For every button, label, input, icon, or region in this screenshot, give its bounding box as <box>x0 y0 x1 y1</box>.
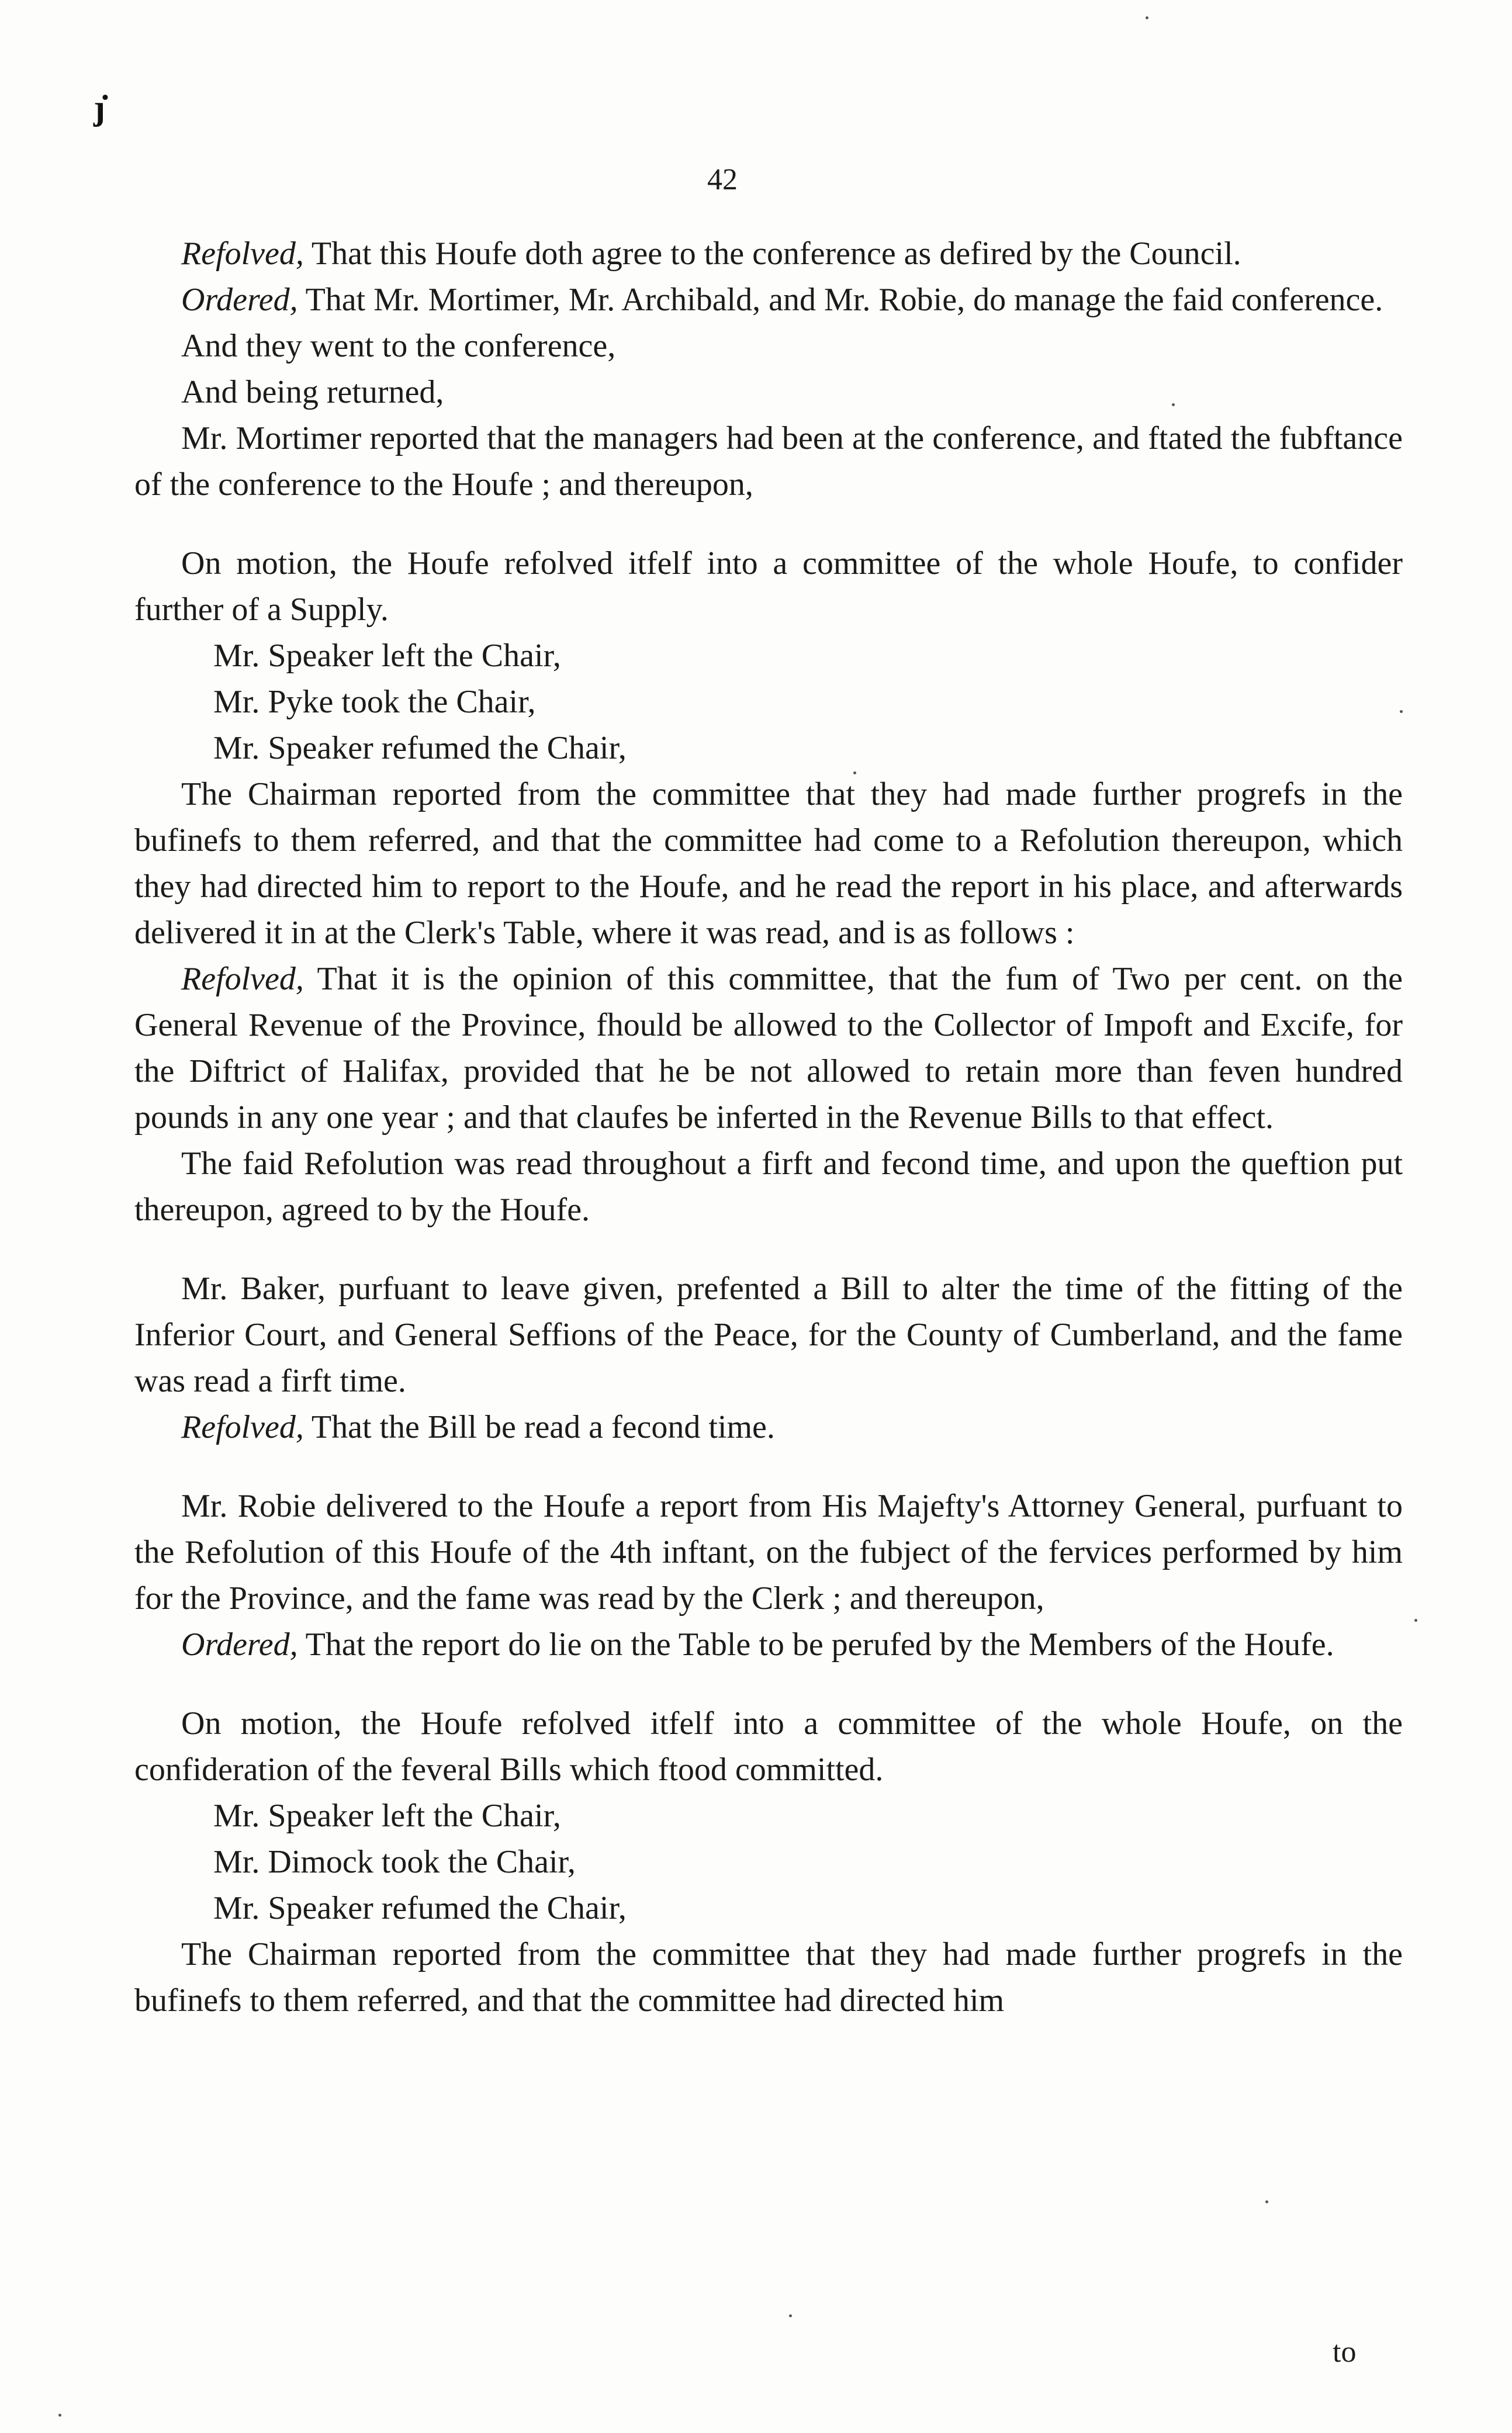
paragraph <box>134 1483 1403 1622</box>
paragraph <box>134 956 1403 1141</box>
paragraph-text: That it is the opinion of this committee, that the fum of Two per cent. on the General Revenue of the Province, fhould be allowed to the Collector of Impoft and Excife, for the Diftrict of Halifax, provided that he be not allowed to retain more than feven hundred pounds in any one year ; and that claufes be inferted in the Revenue Bills to that effect. <box>134 961 1403 1136</box>
paper-speck <box>1172 403 1175 406</box>
paragraph-text: And they went to the conference, <box>181 328 616 364</box>
paragraph <box>134 1404 1403 1451</box>
paragraph-text: On motion, the Houfe refolved itfelf into a committee of the whole Houfe, on the confideration of the feveral Bills which ftood committed. <box>134 1705 1403 1788</box>
lead-word: Ordered, <box>181 1626 298 1663</box>
paragraph <box>134 1266 1403 1404</box>
paragraph-text: That the report do lie on the Table to be perufed by the Members of the Houfe. <box>297 1626 1334 1663</box>
paragraph-text: And being returned, <box>181 374 444 410</box>
paragraph <box>134 231 1403 277</box>
lead-word: Refolved, <box>181 1409 304 1445</box>
body-text <box>134 231 1403 2024</box>
paragraph-text: The faid Refolution was read throughout a firft and fecond time, and upon the queftion put thereupon, agreed to by the Houfe. <box>134 1145 1403 1228</box>
paragraph <box>134 1885 1403 1932</box>
paragraph-text: Mr. Speaker refumed the Chair, <box>213 1890 627 1926</box>
paragraph-text: That this Houfe doth agree to the conference as defired by the Council. <box>303 236 1241 272</box>
paragraph <box>134 1701 1403 1793</box>
paragraph-text: Mr. Speaker left the Chair, <box>213 638 561 674</box>
paragraph-text: That the Bill be read a fecond time. <box>303 1409 775 1445</box>
paragraph <box>134 679 1403 725</box>
paragraph-text: That Mr. Mortimer, Mr. Archibald, and Mr. Robie, do manage the faid conference. <box>297 282 1383 318</box>
paragraph <box>134 1793 1403 1839</box>
paragraph <box>134 633 1403 679</box>
paragraph-text: The Chairman reported from the committee that they had made further progrefs in the bufinefs to them referred, and that the committee had directed him <box>134 1936 1403 2019</box>
paragraph <box>134 771 1403 956</box>
paragraph-text: Mr. Baker, purfuant to leave given, prefented a Bill to alter the time of the fitting of the Inferior Court, and General Seffions of the Peace, for the County of Cumberland, and the fame was read a firft time. <box>134 1271 1403 1399</box>
paragraph-text: The Chairman reported from the committee that they had made further progrefs in the bufinefs to them referred, and that the committee had come to a Refolution thereupon, which they had directed him to report to the Houfe, and he read the report in his place, and afterwards delivered it in at the Clerk's Table, where it was read, and is as follows : <box>134 776 1403 951</box>
paragraph-text: On motion, the Houfe refolved itfelf into a committee of the whole Houfe, to confider further of a Supply. <box>134 545 1403 628</box>
paragraph <box>134 369 1403 416</box>
page-number: 42 <box>707 163 738 196</box>
lead-word: Ordered, <box>181 282 298 318</box>
paper-speck <box>58 2414 61 2417</box>
paper-speck <box>789 2314 792 2317</box>
paragraph-text: Mr. Robie delivered to the Houfe a report from His Majefty's Attorney General, purfuant to the Refolution of this Houfe of the 4th inftant, on the fubject of the fervices performed by him for the Province, and the fame was read by the Clerk ; and thereupon, <box>134 1488 1403 1617</box>
paragraph-text: Mr. Speaker refumed the Chair, <box>213 730 627 766</box>
paragraph <box>134 277 1403 323</box>
paragraph <box>134 725 1403 771</box>
paper-speck <box>1414 1619 1417 1622</box>
paper-speck <box>1146 16 1148 19</box>
catchword: to <box>1333 2335 1357 2369</box>
paragraph <box>134 1839 1403 1885</box>
lead-word: Refolved, <box>181 961 304 997</box>
paper-speck <box>1265 2200 1268 2203</box>
paragraph-text: Mr. Speaker left the Chair, <box>213 1798 561 1834</box>
paper-speck <box>853 771 856 774</box>
paragraph <box>134 1932 1403 2024</box>
paragraph <box>134 416 1403 508</box>
paragraph <box>134 1141 1403 1233</box>
paragraph <box>134 541 1403 633</box>
paragraph-text: Mr. Dimock took the Chair, <box>213 1844 576 1880</box>
ink-mark: ȷ̇ <box>94 88 105 127</box>
paragraph <box>134 1622 1403 1668</box>
paragraph <box>134 323 1403 369</box>
lead-word: Refolved, <box>181 236 304 272</box>
paper-speck <box>1400 710 1403 713</box>
paragraph-text: Mr. Pyke took the Chair, <box>213 684 536 720</box>
paragraph-text: Mr. Mortimer reported that the managers had been at the conference, and ftated the fubftance of the conference to the Houfe ; and thereupon, <box>134 420 1403 503</box>
